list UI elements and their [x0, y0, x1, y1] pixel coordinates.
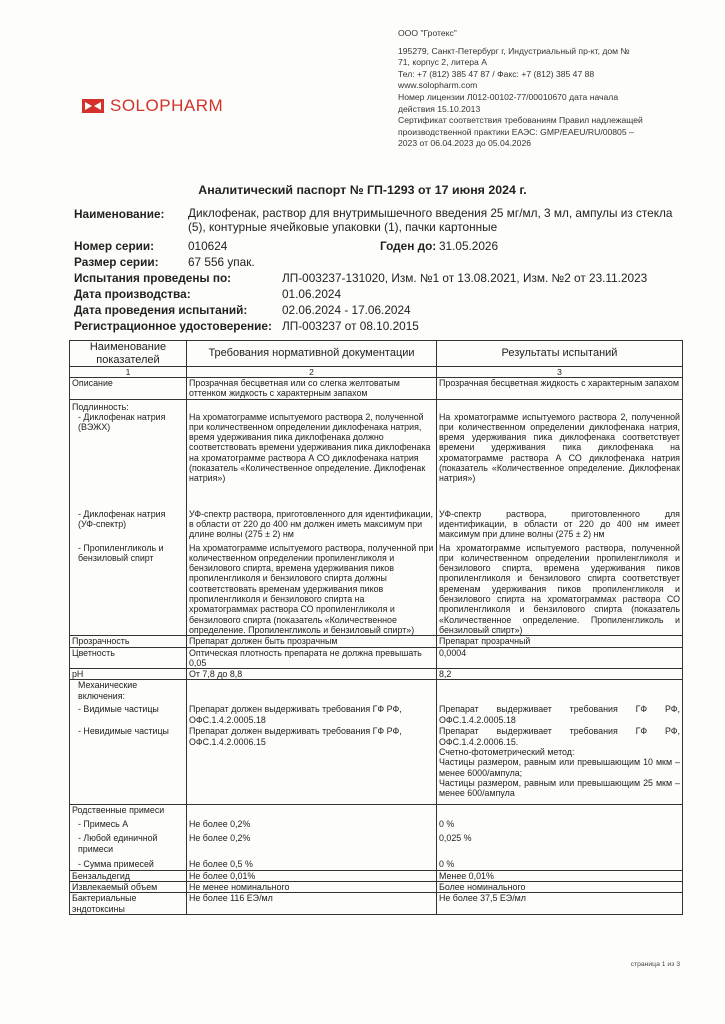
impurities-sum-res: 0 % [439, 859, 455, 870]
table-row [70, 669, 683, 680]
visible-particles-req: Препарат должен выдерживать требования ГФ РФ, ОФС.1.4.2.0005.18 [189, 704, 402, 725]
description-res: Прозрачная бесцветная жидкость с характерным запахом [437, 378, 683, 400]
benzaldehyde-req: Не более 0,01% [187, 870, 437, 881]
company-license-1: Номер лицензии Л012-00102-77/00010670 дата начала [398, 91, 619, 102]
impurity-a-req: Не более 0,2% [189, 819, 251, 830]
tests-value: ЛП-003237-131020, Изм. №1 от 13.08.2021, Изм. №2 от 23.11.2023 [282, 271, 648, 285]
company-phone: Тел: +7 (812) 385 47 87 / Факс: +7 (812) 385 47 88 [398, 68, 595, 79]
invisible-particles-res: Препарат выдерживает требования ГФ РФ, ОФС.1.4.2.0006.15. [439, 726, 680, 747]
page-number: страница 1 из 3 [630, 961, 680, 968]
table-row [70, 805, 683, 870]
table-number-row [70, 367, 683, 378]
benzaldehyde-name: Бензальдегид [70, 870, 187, 881]
invisible-particles-req: Препарат должен выдерживать требования ГФ РФ, ОФС.1.4.2.0006.15 [189, 726, 402, 747]
table-row [70, 399, 683, 636]
document-title: Аналитический паспорт № ГП-1293 от 17 июня 2024 г. [198, 183, 527, 197]
test-dates-label: Дата проведения испытаний: [74, 303, 248, 317]
expiry-label: Годен до: [380, 239, 437, 253]
registration-value: ЛП-003237 от 08.10.2015 [282, 319, 419, 333]
size-value: 67 556 упак. [188, 255, 255, 269]
header-indicator: Наименование показателей [70, 341, 187, 367]
table-row [70, 647, 683, 669]
table-row [70, 870, 683, 881]
description-req: Прозрачная бесцветная или со слегка желтоватым оттенком жидкость с характерным запахом [187, 378, 437, 400]
results-table [69, 340, 683, 915]
solopharm-logo-icon [82, 97, 104, 115]
column-number: 3 [437, 367, 683, 378]
volume-res: Более номинального [437, 882, 683, 893]
company-info [398, 28, 690, 150]
name-value: Диклофенак, раствор для внутримышечного введения 25 мг/мл, 3 мл, ампулы из стекла (5), контурные ячейковые упаковки (1), пачки картонные [188, 206, 673, 235]
company-address-2: 71, корпус 2, литера А [398, 57, 487, 68]
hplc-res: На хроматограмме испытуемого раствора 2, полученной при количественном определении диклофенака натрия, время удерживания пика диклофенака соответствует времени удерживания пика диклофенака на хроматограмме раствора А СО диклофенака натрия (показатель «Количественное определение. Диклофенак натрия») [439, 411, 680, 484]
volume-name: Извлекаемый объем [70, 882, 187, 893]
authenticity-name: Подлинность: [72, 401, 129, 412]
endotoxins-name: Бактериальные эндотоксины [70, 893, 187, 915]
ph-req: От 7,8 до 8,8 [187, 669, 437, 680]
company-license-2: действия 15.10.2013 [398, 103, 481, 114]
product-info [74, 206, 694, 334]
table-header-row [70, 341, 683, 367]
production-date-value: 01.06.2024 [282, 287, 342, 301]
invisible-particles-name: - Невидимые частицы [78, 726, 169, 737]
endotoxins-req: Не более 116 ЕЭ/мл [187, 893, 437, 915]
mechanical-name: Механические включения: [78, 680, 138, 701]
uv-req: УФ-спектр раствора, приготовленного для идентификации, в области от 220 до 400 нм должен иметь максимум при длине волны (275 ± 2) нм [189, 508, 433, 540]
company-site: www.solopharm.com [398, 80, 478, 91]
table-row [70, 636, 683, 647]
transparency-name: Прозрачность [70, 636, 187, 647]
column-number: 2 [187, 367, 437, 378]
company-cert-2: производственной практики ЕАЭС: GMP/EAEU/RU/00805 – [398, 126, 634, 137]
hplc-req: На хроматограмме испытуемого раствора 2, полученной при количественном определении диклофенака натрия, время удерживания пика диклофенака должно соответствовать времени удерживания пика диклофенака на хроматограмме раствора А СО диклофенака натрия (показатель «Количественное определение. Диклофенак натрия») [189, 411, 431, 484]
impurity-a-name: - Примесь А [78, 819, 129, 830]
impurities-name: Родственные примеси [72, 805, 165, 816]
single-impurity-res: 0,025 % [439, 833, 472, 844]
production-date-label: Дата производства: [74, 287, 191, 301]
header-results: Результаты испытаний [437, 341, 683, 367]
table-row [70, 893, 683, 915]
column-number: 1 [70, 367, 187, 378]
series-label: Номер серии: [74, 239, 155, 253]
test-dates-value: 02.06.2024 - 17.06.2024 [282, 303, 411, 317]
hplc-name: - Диклофенак натрия (ВЭЖХ) [78, 411, 166, 433]
table-row [70, 680, 683, 805]
single-impurity-req: Не более 0,2% [189, 833, 251, 844]
benzaldehyde-res: Менее 0,01% [437, 870, 683, 881]
table-row [70, 882, 683, 893]
pg-name: - Пропиленгликоль и бензиловый спирт [78, 542, 164, 564]
invisible-particles-method: Счетно-фотометрический метод: [439, 747, 575, 758]
company-address-1: 195279, Санкт-Петербург г, Индустриальный пр-кт, дом № [398, 45, 630, 56]
solopharm-logo [82, 96, 223, 116]
endotoxins-res: Не более 37,5 ЕЭ/мл [437, 893, 683, 915]
uv-name: - Диклофенак натрия (УФ-спектр) [78, 508, 166, 530]
visible-particles-res: Препарат выдерживает требования ГФ РФ, ОФС.1.4.2.0005.18 [439, 704, 680, 725]
transparency-res: Препарат прозрачный [437, 636, 683, 647]
volume-req: Не менее номинального [187, 882, 437, 893]
invisible-particles-25um: Частицы размером, равным или превышающим 25 мкм – менее 600/ампула [439, 777, 680, 799]
impurities-sum-req: Не более 0,5 % [189, 859, 253, 870]
color-req: Оптическая плотность препарата не должна превышать 0,05 [187, 647, 437, 669]
pg-req: На хроматограмме испытуемого раствора, полученной при количественном определении пропиленгликоля и бензилового спирта, времена удерживания пиков пропиленгликоля и бензилового спирта должны соответствовать временам удерживания пиков пропиленгликоля и бензилового спирта на хроматограммах раствора СО пропиленгликоля и бензилового спирта (показатель «Количественное определение. Пропиленгликоль и бензиловый спирт») [189, 542, 434, 635]
tests-label: Испытания проведены по: [74, 271, 232, 285]
pg-res: На хроматограмме испытуемого раствора, полученной при количественном определении пропиленгликоля и бензилового спирта, времена удерживания пиков пропиленгликоля и бензилового спирта соответствует временам удерживания пиков пропиленгликоля и бензилового спирта на хроматограммах раствора СО пропиленгликоля и бензилового спирта (показатель «Количественное определение. Пропиленгликоль и бензиловый спирт») [439, 542, 680, 635]
expiry-value: 31.05.2026 [439, 239, 499, 253]
size-label: Размер серии: [74, 255, 159, 269]
transparency-req: Препарат должен быть прозрачным [187, 636, 437, 647]
company-cert-3: 2023 от 06.04.2023 до 05.04.2026 [398, 138, 532, 149]
name-label: Наименование: [74, 207, 165, 221]
company-name: ООО "Гротекс" [398, 28, 457, 38]
uv-res: УФ-спектр раствора, приготовленного для идентификации, в области от 220 до 400 нм имеет максимум при длине волны (275 ± 2) нм [439, 508, 680, 540]
color-res: 0,0004 [437, 647, 683, 669]
visible-particles-name: - Видимые частицы [78, 704, 159, 715]
logo-text: SOLOPHARM [110, 96, 224, 115]
single-impurity-name: - Любой единичной примеси [78, 833, 158, 854]
series-value: 010624 [188, 239, 228, 253]
registration-label: Регистрационное удостоверение: [74, 319, 272, 333]
header-requirements: Требования нормативной документации [187, 341, 437, 367]
color-name: Цветность [70, 647, 187, 669]
impurity-a-res: 0 % [439, 819, 455, 830]
ph-res: 8,2 [437, 669, 683, 680]
impurities-sum-name: - Сумма примесей [78, 859, 154, 870]
description-name: Описание [70, 378, 187, 400]
table-row [70, 378, 683, 400]
company-cert-1: Сертификат соответствия требованиям Правил надлежащей [398, 115, 643, 126]
ph-name: pH [70, 669, 187, 680]
invisible-particles-10um: Частицы размером, равным или превышающим 10 мкм – менее 6000/ампула; [439, 757, 680, 778]
